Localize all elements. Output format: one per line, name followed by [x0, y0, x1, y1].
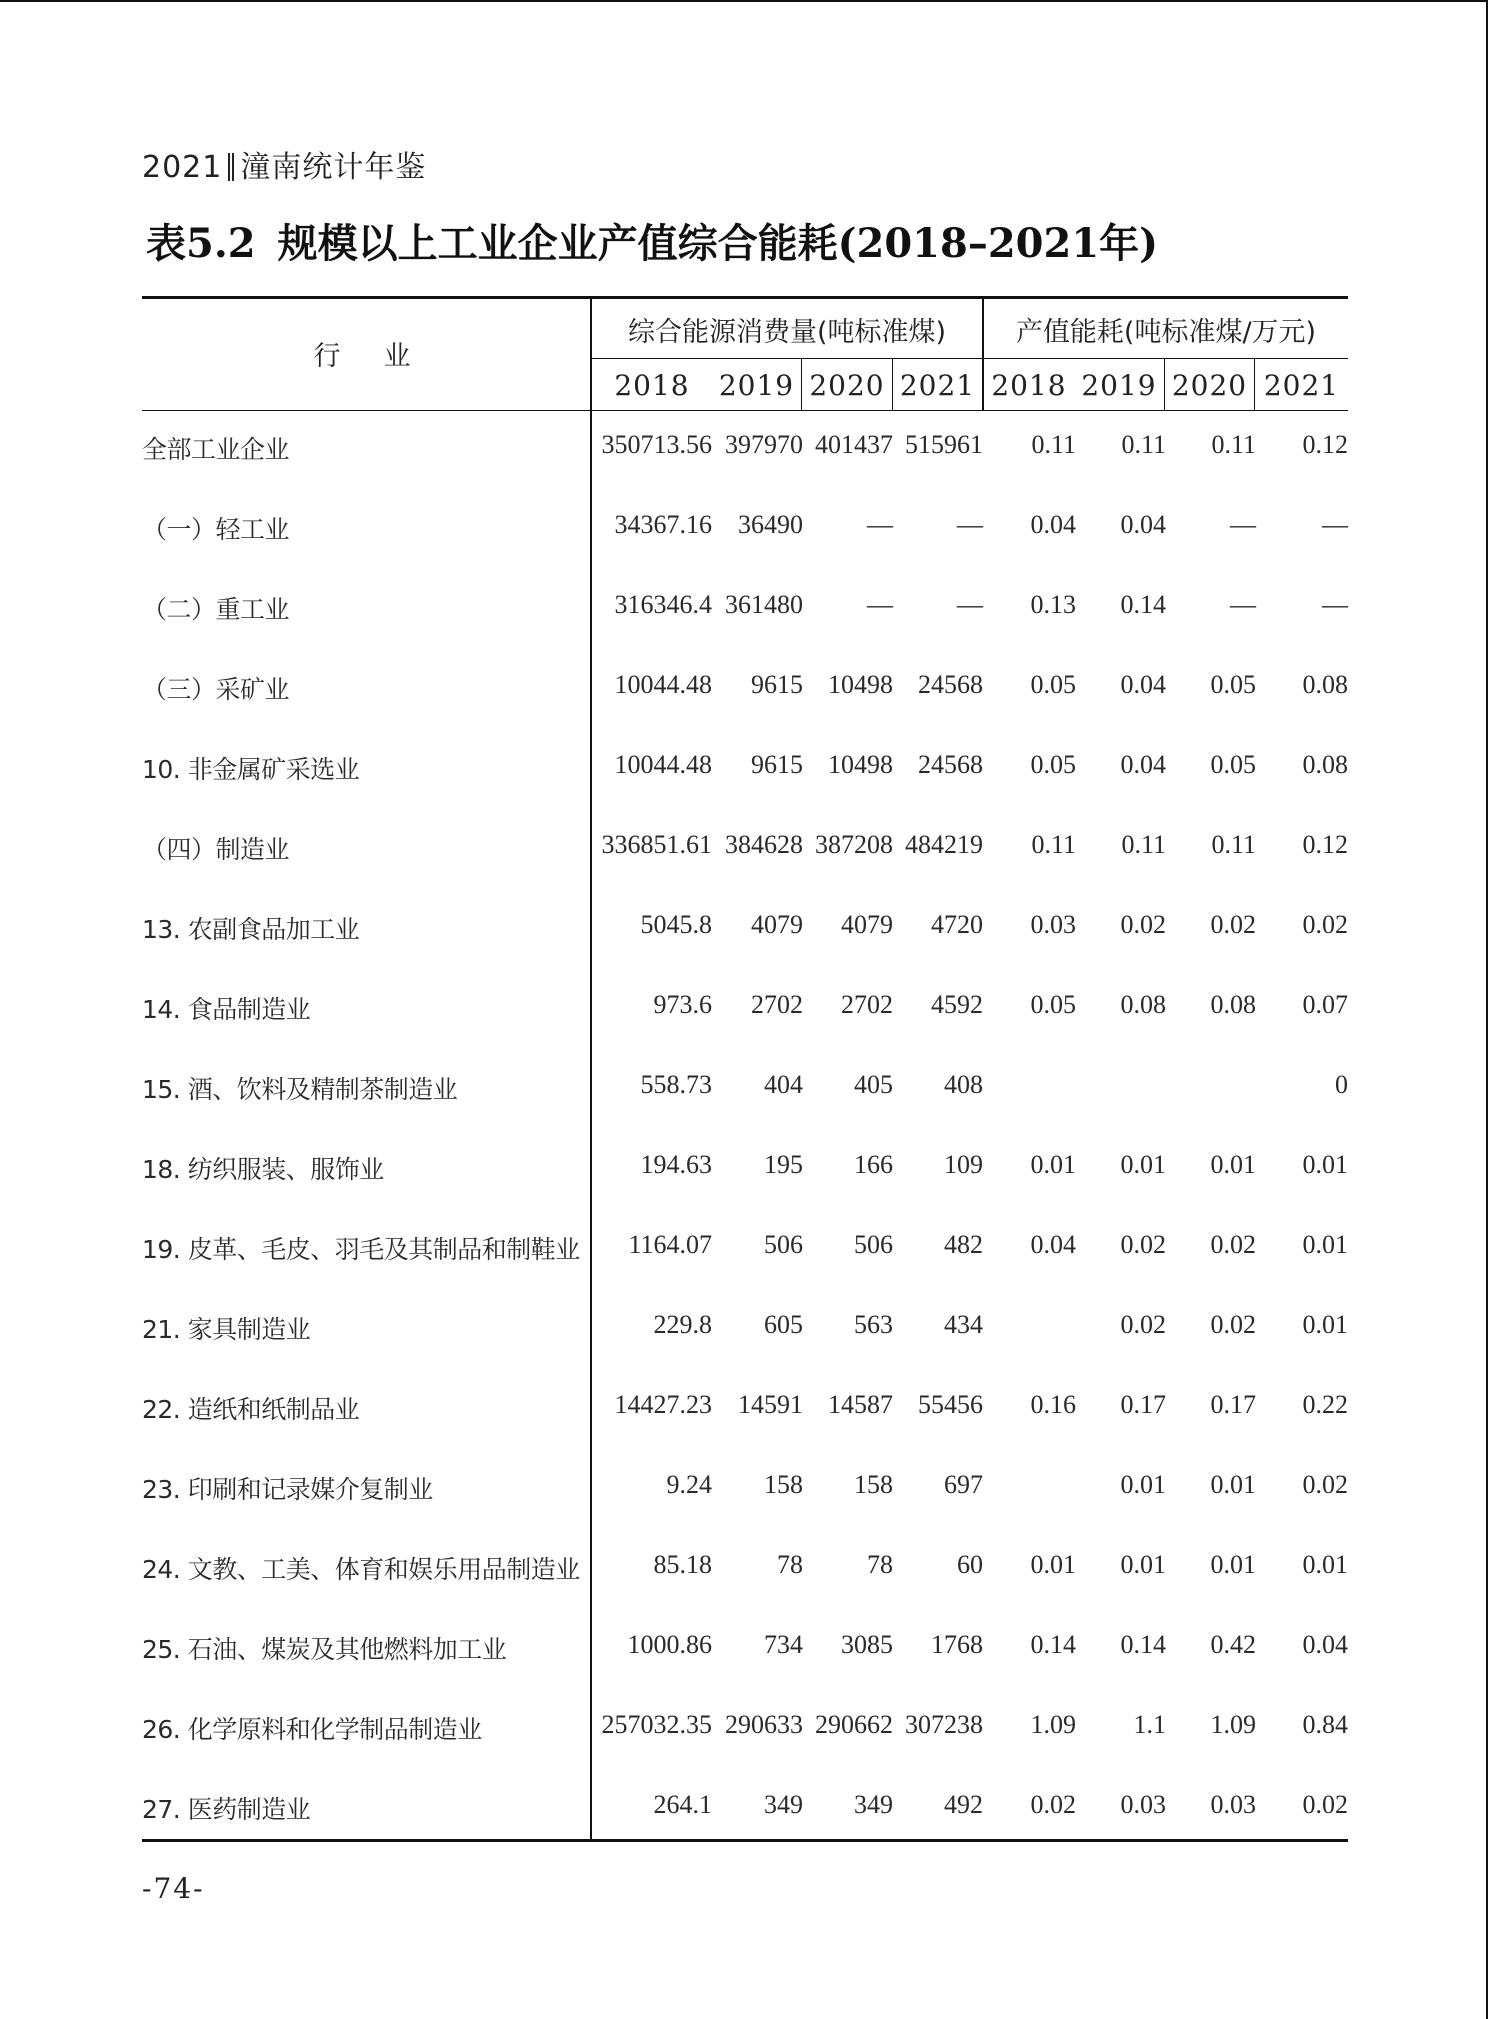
table-row — [142, 1050, 1348, 1130]
table-top-rule — [142, 296, 1348, 299]
table-cell: 0.02 — [1210, 910, 1256, 939]
table-cell: 0.42 — [1210, 1630, 1256, 1659]
table-cell: 10044.48 — [614, 670, 712, 699]
table-cell: 290662 — [815, 1710, 893, 1739]
table-row — [142, 970, 1348, 1050]
table-cell: 434 — [944, 1310, 983, 1339]
table-cell: 0.02 — [1120, 1230, 1166, 1259]
table-cell: 36490 — [738, 510, 803, 539]
table-cell: 0.05 — [1030, 990, 1076, 1019]
table-cell: — — [1322, 590, 1348, 619]
year-header: 2019 — [1081, 369, 1157, 402]
industry-name: （一）轻工业 — [142, 515, 290, 544]
table-cell: 397970 — [725, 430, 803, 459]
table-row — [142, 1610, 1348, 1690]
table-cell: 194.63 — [640, 1150, 712, 1179]
table-cell: 158 — [764, 1470, 803, 1499]
year-header: 2021 — [1263, 369, 1340, 402]
table-cell: 0.04 — [1030, 1230, 1076, 1259]
table-cell: 0.02 — [1302, 1470, 1348, 1499]
table-cell: 0.01 — [1302, 1230, 1348, 1259]
year-header: 2021 — [899, 369, 976, 402]
table-cell: 506 — [854, 1230, 893, 1259]
group-header-intensity: 产值能耗(吨标准煤/万元) — [1015, 317, 1317, 348]
table-cell: 34367.16 — [614, 510, 712, 539]
table-cell: 10498 — [828, 670, 893, 699]
table-cell: 0.01 — [1120, 1550, 1166, 1579]
table-row — [142, 570, 1348, 650]
industry-name: 26. 化学原料和化学制品制造业 — [142, 1715, 482, 1744]
table-cell: 0.01 — [1302, 1310, 1348, 1339]
table-cell: 4720 — [931, 910, 983, 939]
industry-name: 22. 造纸和纸制品业 — [142, 1395, 360, 1424]
table-cell: 0.01 — [1030, 1550, 1076, 1579]
table-cell: 0.08 — [1210, 990, 1256, 1019]
table-cell: 0.03 — [1210, 1790, 1256, 1819]
table-cell: 4079 — [841, 910, 893, 939]
year-header: 2020 — [1171, 369, 1248, 402]
table-cell: 0.11 — [1031, 430, 1076, 459]
table-cell: 0.01 — [1120, 1470, 1166, 1499]
table-cell: 85.18 — [653, 1550, 712, 1579]
table-cell: 24568 — [918, 670, 983, 699]
industry-name: 13. 农副食品加工业 — [142, 915, 360, 944]
table-cell: 563 — [854, 1310, 893, 1339]
table-cell: 290633 — [725, 1710, 803, 1739]
table-cell: 0.01 — [1302, 1150, 1348, 1179]
table-cell: 14591 — [738, 1390, 803, 1419]
table-cell: 0.04 — [1120, 510, 1166, 539]
table-cell: 0.02 — [1120, 1310, 1166, 1339]
table-cell: 9.24 — [666, 1470, 712, 1499]
table-cell: 24568 — [918, 750, 983, 779]
table-row — [142, 810, 1348, 890]
table-row — [142, 1770, 1348, 1850]
table-cell: 0.02 — [1030, 1790, 1076, 1819]
table-cell: 0.01 — [1120, 1150, 1166, 1179]
industry-name: （三）采矿业 — [142, 675, 290, 704]
table-cell: 405 — [854, 1070, 893, 1099]
table-cell: 0.04 — [1120, 670, 1166, 699]
table-cell: 492 — [944, 1790, 983, 1819]
table-cell: 0.14 — [1030, 1630, 1076, 1659]
table-cell: 0.01 — [1210, 1550, 1256, 1579]
industry-name: 23. 印刷和记录媒介复制业 — [142, 1475, 433, 1504]
group-header-rule — [590, 358, 1348, 359]
table-cell: 387208 — [815, 830, 893, 859]
header-year: 2021 — [142, 150, 223, 185]
table-cell: 229.8 — [653, 1310, 712, 1339]
table-cell: — — [1322, 510, 1348, 539]
table-cell: 0.14 — [1120, 590, 1166, 619]
table-cell: 0.12 — [1302, 430, 1348, 459]
table-cell: 0.11 — [1121, 830, 1166, 859]
table-cell: 78 — [867, 1550, 893, 1579]
table-cell: 2702 — [751, 990, 803, 1019]
table-cell: 0.22 — [1302, 1390, 1348, 1419]
table-cell: 0.07 — [1302, 990, 1348, 1019]
table-cell: — — [1230, 590, 1256, 619]
table-cell: 5045.8 — [640, 910, 712, 939]
table-cell: 4592 — [931, 990, 983, 1019]
table-cell: 506 — [764, 1230, 803, 1259]
table-cell: 9615 — [751, 750, 803, 779]
table-cell: 0.04 — [1030, 510, 1076, 539]
table-cell: 0.02 — [1302, 910, 1348, 939]
table-cell: 158 — [854, 1470, 893, 1499]
table-cell: 0.11 — [1211, 830, 1256, 859]
table-cell: 350713.56 — [601, 430, 712, 459]
table-cell: 109 — [944, 1150, 983, 1179]
industry-name: （二）重工业 — [142, 595, 290, 624]
industry-name: 全部工业企业 — [142, 435, 290, 464]
header-separator — [228, 153, 234, 181]
table-cell: 1.1 — [1133, 1710, 1166, 1739]
industry-name: 14. 食品制造业 — [142, 995, 311, 1024]
table-row — [142, 1130, 1348, 1210]
table-cell: 0.14 — [1120, 1630, 1166, 1659]
table-cell: 0.17 — [1120, 1390, 1166, 1419]
table-cell: 1.09 — [1210, 1710, 1256, 1739]
table-cell: 78 — [777, 1550, 803, 1579]
table-cell: 361480 — [725, 590, 803, 619]
table-row — [142, 1370, 1348, 1450]
page-number: -74- — [142, 1872, 205, 1905]
table-cell: 0.05 — [1210, 670, 1256, 699]
table-row — [142, 1690, 1348, 1770]
table-cell: 482 — [944, 1230, 983, 1259]
table-cell: 408 — [944, 1070, 983, 1099]
year-header: 2020 — [809, 369, 885, 402]
table-cell: 1.09 — [1030, 1710, 1076, 1739]
table-cell: 60 — [957, 1550, 983, 1579]
table-cell: 401437 — [815, 430, 893, 459]
table-cell: 316346.4 — [614, 590, 712, 619]
table-cell: 336851.61 — [601, 830, 712, 859]
table-cell: — — [957, 510, 983, 539]
table-cell: 0.05 — [1210, 750, 1256, 779]
table-row — [142, 410, 1348, 490]
table-cell: 384628 — [725, 830, 803, 859]
table-cell: 10498 — [828, 750, 893, 779]
table-cell: 349 — [764, 1790, 803, 1819]
table-cell: 3085 — [841, 1630, 893, 1659]
table-cell: 307238 — [905, 1710, 983, 1739]
table-cell: 1164.07 — [628, 1230, 712, 1259]
table-cell: 0.08 — [1302, 750, 1348, 779]
table-cell: 0.13 — [1030, 590, 1076, 619]
year-header: 2018 — [614, 369, 690, 402]
table-cell: 14587 — [828, 1390, 893, 1419]
table-cell: 195 — [764, 1150, 803, 1179]
table-cell: 0.01 — [1302, 1550, 1348, 1579]
table-cell: 0.02 — [1302, 1790, 1348, 1819]
table-title — [142, 212, 1158, 269]
table-cell: 349 — [854, 1790, 893, 1819]
industry-name: 19. 皮革、毛皮、羽毛及其制品和制鞋业 — [142, 1235, 580, 1264]
table-title-text: 规模以上工业企业产值综合能耗(2018–2021年) — [277, 220, 1159, 267]
table-cell: 0.04 — [1302, 1630, 1348, 1659]
table-row — [142, 650, 1348, 730]
group-header-consumption: 综合能源消费量(吨标准煤) — [627, 317, 947, 348]
industry-name: 18. 纺织服装、服饰业 — [142, 1155, 384, 1184]
table-cell: 14427.23 — [614, 1390, 712, 1419]
row-header-label: 行 业 — [313, 341, 419, 372]
table-cell: 515961 — [905, 430, 983, 459]
table-cell: 697 — [944, 1470, 983, 1499]
table-cell: 0.12 — [1302, 830, 1348, 859]
table-cell: 404 — [764, 1070, 803, 1099]
running-header — [142, 142, 426, 186]
table-cell: 0.01 — [1210, 1150, 1256, 1179]
table-cell: 264.1 — [653, 1790, 712, 1819]
table-cell: 55456 — [918, 1390, 983, 1419]
table-cell: 0.11 — [1031, 830, 1076, 859]
table-cell: — — [867, 590, 893, 619]
table-cell: 166 — [854, 1150, 893, 1179]
table-cell: 0.02 — [1210, 1230, 1256, 1259]
industry-name: 25. 石油、煤炭及其他燃料加工业 — [142, 1635, 507, 1664]
table-cell: 0.84 — [1302, 1710, 1348, 1739]
table-cell: 484219 — [905, 830, 983, 859]
table-cell: 1768 — [931, 1630, 983, 1659]
table-cell: 0.01 — [1030, 1150, 1076, 1179]
table-cell: 0.08 — [1302, 670, 1348, 699]
table-row — [142, 1450, 1348, 1530]
table-cell: 0.03 — [1030, 910, 1076, 939]
table-cell: 0.08 — [1120, 990, 1166, 1019]
table-cell: 605 — [764, 1310, 803, 1339]
table-row — [142, 490, 1348, 570]
table-cell: 973.6 — [653, 990, 712, 1019]
industry-name: （四）制造业 — [142, 835, 290, 864]
year-header: 2018 — [991, 369, 1067, 402]
table-cell: 0.17 — [1210, 1390, 1256, 1419]
table-row — [142, 1290, 1348, 1370]
table-cell: 0.02 — [1120, 910, 1166, 939]
table-cell: 0 — [1335, 1070, 1348, 1099]
table-cell: 0.16 — [1030, 1390, 1076, 1419]
table-cell: 257032.35 — [601, 1710, 712, 1739]
industry-name: 10. 非金属矿采选业 — [142, 755, 360, 784]
year-header: 2019 — [718, 369, 795, 402]
table-cell: 9615 — [751, 670, 803, 699]
table-cell: 10044.48 — [614, 750, 712, 779]
industry-name: 15. 酒、饮料及精制茶制造业 — [142, 1075, 458, 1104]
table-cell: — — [957, 590, 983, 619]
table-cell: 4079 — [751, 910, 803, 939]
table-cell: 0.05 — [1030, 750, 1076, 779]
table-cell: — — [1230, 510, 1256, 539]
table-cell: 734 — [764, 1630, 803, 1659]
table-cell: 1000.86 — [627, 1630, 712, 1659]
table-cell: 0.02 — [1210, 1310, 1256, 1339]
table-cell: 0.11 — [1121, 430, 1166, 459]
industry-name: 24. 文教、工美、体育和娱乐用品制造业 — [142, 1555, 580, 1584]
energy-table — [142, 296, 1348, 1842]
industry-name: 27. 医药制造业 — [142, 1795, 311, 1824]
table-row — [142, 1530, 1348, 1610]
table-number: 表5.2 — [146, 220, 256, 267]
table-cell: 558.73 — [640, 1070, 712, 1099]
table-row — [142, 890, 1348, 970]
table-cell: 0.11 — [1211, 430, 1256, 459]
header-yearbook-name: 潼南统计年鉴 — [240, 150, 427, 185]
table-cell: 0.01 — [1210, 1470, 1256, 1499]
table-cell: — — [867, 510, 893, 539]
table-cell: 2702 — [841, 990, 893, 1019]
table-cell: 0.04 — [1120, 750, 1166, 779]
table-row — [142, 730, 1348, 810]
table-cell: 0.03 — [1120, 1790, 1166, 1819]
table-cell: 0.05 — [1030, 670, 1076, 699]
table-row — [142, 1210, 1348, 1290]
industry-name: 21. 家具制造业 — [142, 1315, 311, 1344]
